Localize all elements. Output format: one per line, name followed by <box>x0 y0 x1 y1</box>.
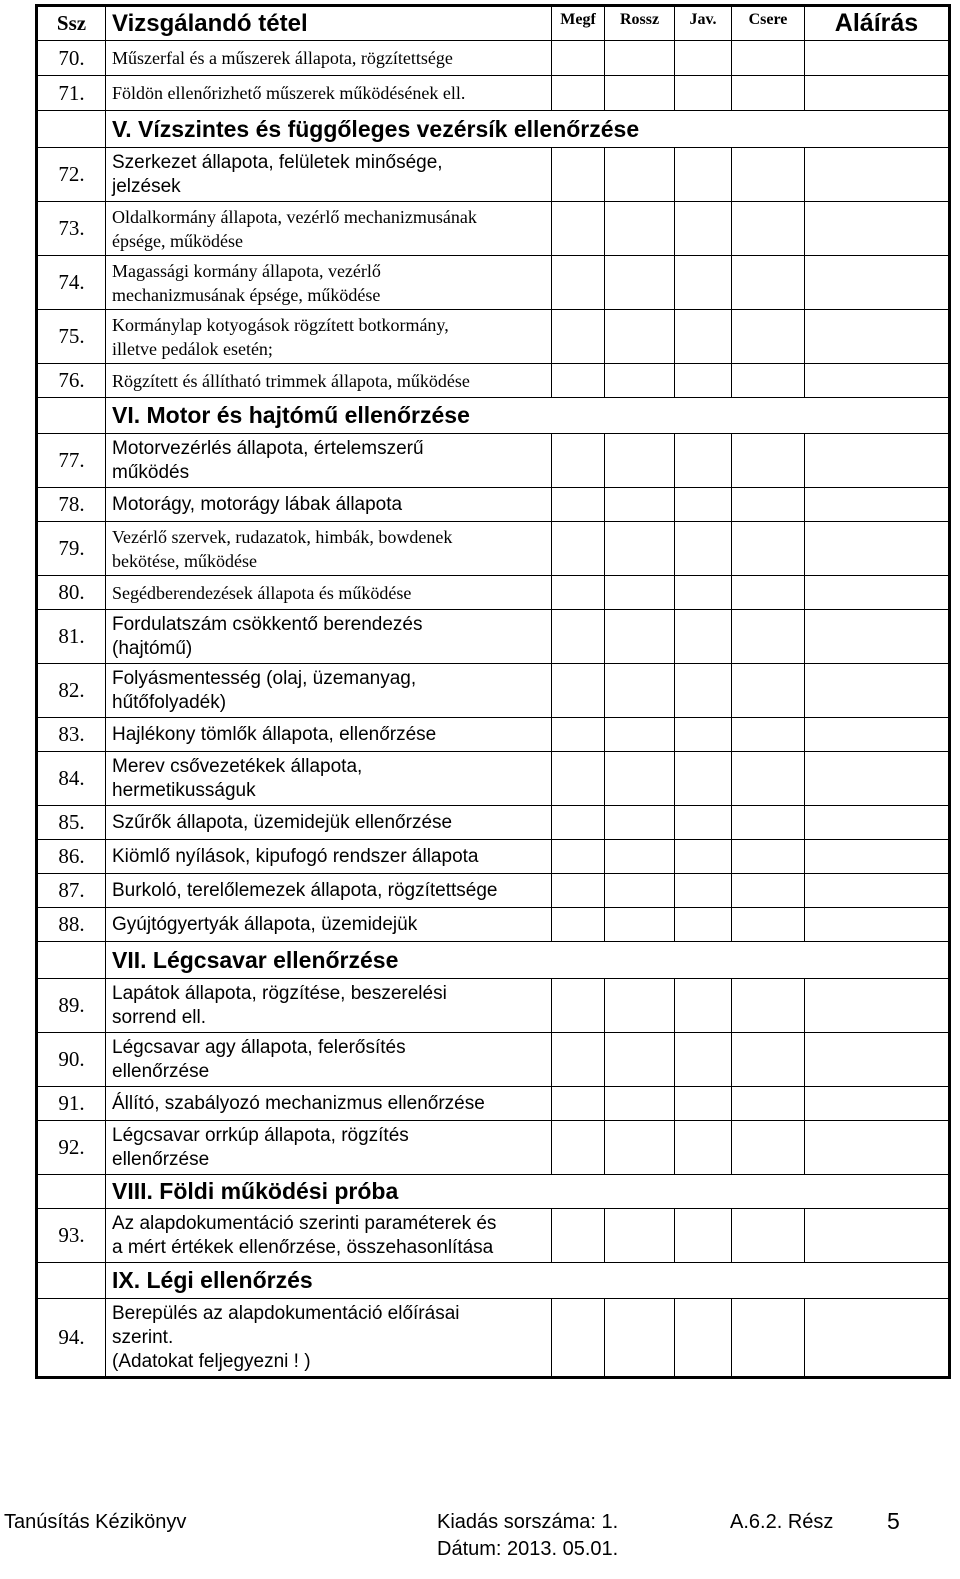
jav-cell[interactable] <box>675 76 732 111</box>
section-heading: V. Vízszintes és függőleges vezérsík ellenőrzése <box>106 111 950 148</box>
table-row <box>37 664 950 718</box>
header-rossz: Rossz <box>605 6 675 41</box>
megf-cell[interactable] <box>552 979 605 1033</box>
item-number: 85. <box>37 806 106 840</box>
rossz-cell[interactable] <box>605 752 675 806</box>
signature-cell[interactable] <box>805 874 950 908</box>
item-text: Berepülés az alapdokumentáció előírásai szerint. (Adatokat feljegyezni ! ) <box>106 1299 552 1378</box>
csere-cell[interactable] <box>732 488 805 522</box>
section-heading: VII. Légcsavar ellenőrzése <box>106 942 950 979</box>
item-text: Vezérlő szervek, rudazatok, himbák, bowdenek bekötése, működése <box>106 522 552 576</box>
item-text: Kiömlő nyílások, kipufogó rendszer állapota <box>106 840 552 874</box>
csere-cell[interactable] <box>732 806 805 840</box>
rossz-cell[interactable] <box>605 806 675 840</box>
item-number: 86. <box>37 840 106 874</box>
item-text: Oldalkormány állapota, vezérlő mechanizmusának épsége, működése <box>106 202 552 256</box>
item-number: 88. <box>37 908 106 942</box>
table-row <box>37 908 950 942</box>
rossz-cell[interactable] <box>605 979 675 1033</box>
table-row <box>37 1087 950 1121</box>
header-ssz: Ssz <box>37 6 106 41</box>
jav-cell[interactable] <box>675 488 732 522</box>
item-number: 92. <box>37 1121 106 1175</box>
table-row <box>37 256 950 310</box>
jav-cell[interactable] <box>675 364 732 398</box>
megf-cell[interactable] <box>552 488 605 522</box>
table-row <box>37 202 950 256</box>
megf-cell[interactable] <box>552 41 605 76</box>
jav-cell[interactable] <box>675 840 732 874</box>
jav-cell[interactable] <box>675 908 732 942</box>
jav-cell[interactable] <box>675 576 732 610</box>
signature-cell[interactable] <box>805 41 950 76</box>
megf-cell[interactable] <box>552 806 605 840</box>
jav-cell[interactable] <box>675 148 732 202</box>
csere-cell[interactable] <box>732 202 805 256</box>
signature-cell[interactable] <box>805 664 950 718</box>
item-text: Állító, szabályozó mechanizmus ellenőrzése <box>106 1087 552 1121</box>
table-row <box>37 979 950 1033</box>
signature-cell[interactable] <box>805 576 950 610</box>
section-row <box>37 1175 950 1209</box>
item-text: Burkoló, terelőlemezek állapota, rögzítettsége <box>106 874 552 908</box>
signature-cell[interactable] <box>805 840 950 874</box>
jav-cell[interactable] <box>675 522 732 576</box>
table-row <box>37 364 950 398</box>
csere-cell[interactable] <box>732 718 805 752</box>
footer-date: Dátum: 2013. 05.01. <box>437 1538 619 1560</box>
rossz-cell[interactable] <box>605 840 675 874</box>
item-text: Motorágy, motorágy lábak állapota <box>106 488 552 522</box>
csere-cell[interactable] <box>732 908 805 942</box>
table-row <box>37 806 950 840</box>
rossz-cell[interactable] <box>605 874 675 908</box>
item-number-empty <box>37 1175 106 1209</box>
table-row <box>37 434 950 488</box>
section-row <box>37 942 950 979</box>
item-text: Rögzített és állítható trimmek állapota, működése <box>106 364 552 398</box>
header-jav: Jav. <box>675 6 732 41</box>
megf-cell[interactable] <box>552 434 605 488</box>
signature-cell[interactable] <box>805 256 950 310</box>
rossz-cell[interactable] <box>605 610 675 664</box>
signature-cell[interactable] <box>805 1033 950 1087</box>
section-row <box>37 111 950 148</box>
signature-cell[interactable] <box>805 310 950 364</box>
item-text: Magassági kormány állapota, vezérlő mechanizmusának épsége, működése <box>106 256 552 310</box>
jav-cell[interactable] <box>675 1299 732 1378</box>
footer-part: A.6.2. Rész <box>730 1511 834 1533</box>
jav-cell[interactable] <box>675 806 732 840</box>
item-number: 77. <box>37 434 106 488</box>
jav-cell[interactable] <box>675 874 732 908</box>
rossz-cell[interactable] <box>605 434 675 488</box>
item-text: Fordulatszám csökkentő berendezés (hajtómű) <box>106 610 552 664</box>
csere-cell[interactable] <box>732 576 805 610</box>
rossz-cell[interactable] <box>605 76 675 111</box>
rossz-cell[interactable] <box>605 1121 675 1175</box>
table-row <box>37 840 950 874</box>
csere-cell[interactable] <box>732 752 805 806</box>
item-number: 84. <box>37 752 106 806</box>
megf-cell[interactable] <box>552 1121 605 1175</box>
table-row <box>37 76 950 111</box>
megf-cell[interactable] <box>552 840 605 874</box>
rossz-cell[interactable] <box>605 310 675 364</box>
jav-cell[interactable] <box>675 41 732 76</box>
inspection-checklist-table <box>35 4 951 1379</box>
footer-page-number: 5 <box>887 1508 900 1534</box>
csere-cell[interactable] <box>732 148 805 202</box>
signature-cell[interactable] <box>805 610 950 664</box>
jav-cell[interactable] <box>675 718 732 752</box>
table-row <box>37 488 950 522</box>
jav-cell[interactable] <box>675 434 732 488</box>
section-heading: IX. Légi ellenőrzés <box>106 1263 950 1299</box>
csere-cell[interactable] <box>732 76 805 111</box>
csere-cell[interactable] <box>732 41 805 76</box>
item-text: Merev csővezetékek állapota, hermetikusságuk <box>106 752 552 806</box>
megf-cell[interactable] <box>552 1209 605 1263</box>
jav-cell[interactable] <box>675 1209 732 1263</box>
csere-cell[interactable] <box>732 364 805 398</box>
item-text: Lapátok állapota, rögzítése, beszerelési sorrend ell. <box>106 979 552 1033</box>
item-number: 80. <box>37 576 106 610</box>
megf-cell[interactable] <box>552 202 605 256</box>
jav-cell[interactable] <box>675 979 732 1033</box>
megf-cell[interactable] <box>552 1033 605 1087</box>
item-text: Szűrők állapota, üzemidejük ellenőrzése <box>106 806 552 840</box>
item-text: Műszerfal és a műszerek állapota, rögzítettsége <box>106 41 552 76</box>
item-text: Légcsavar agy állapota, felerősítés ellenőrzése <box>106 1033 552 1087</box>
megf-cell[interactable] <box>552 664 605 718</box>
csere-cell[interactable] <box>732 1209 805 1263</box>
item-text: Folyásmentesség (olaj, üzemanyag, hűtőfolyadék) <box>106 664 552 718</box>
table-row <box>37 576 950 610</box>
csere-cell[interactable] <box>732 310 805 364</box>
section-row <box>37 1263 950 1299</box>
signature-cell[interactable] <box>805 752 950 806</box>
header-signature: Aláírás <box>805 6 950 41</box>
table-header-row <box>37 6 950 41</box>
csere-cell[interactable] <box>732 610 805 664</box>
item-number: 73. <box>37 202 106 256</box>
rossz-cell[interactable] <box>605 488 675 522</box>
signature-cell[interactable] <box>805 434 950 488</box>
megf-cell[interactable] <box>552 1087 605 1121</box>
item-number: 70. <box>37 41 106 76</box>
signature-cell[interactable] <box>805 202 950 256</box>
csere-cell[interactable] <box>732 256 805 310</box>
table-row <box>37 1033 950 1087</box>
csere-cell[interactable] <box>732 1121 805 1175</box>
rossz-cell[interactable] <box>605 202 675 256</box>
footer-edition: Kiadás sorszáma: 1. <box>437 1511 619 1533</box>
table-row <box>37 310 950 364</box>
item-text: Földön ellenőrizhető műszerek működésének ell. <box>106 76 552 111</box>
jav-cell[interactable] <box>675 310 732 364</box>
csere-cell[interactable] <box>732 874 805 908</box>
csere-cell[interactable] <box>732 664 805 718</box>
rossz-cell[interactable] <box>605 664 675 718</box>
signature-cell[interactable] <box>805 148 950 202</box>
jav-cell[interactable] <box>675 664 732 718</box>
signature-cell[interactable] <box>805 1299 950 1378</box>
signature-cell[interactable] <box>805 1087 950 1121</box>
header-megf: Megf <box>552 6 605 41</box>
section-row <box>37 398 950 434</box>
item-number: 75. <box>37 310 106 364</box>
megf-cell[interactable] <box>552 256 605 310</box>
item-number: 82. <box>37 664 106 718</box>
megf-cell[interactable] <box>552 718 605 752</box>
table-row <box>37 1299 950 1378</box>
csere-cell[interactable] <box>732 840 805 874</box>
item-text: Motorvezérlés állapota, értelemszerű működés <box>106 434 552 488</box>
megf-cell[interactable] <box>552 522 605 576</box>
item-number: 87. <box>37 874 106 908</box>
item-text: Kormánylap kotyogások rögzített botkormány, illetve pedálok esetén; <box>106 310 552 364</box>
item-number: 83. <box>37 718 106 752</box>
megf-cell[interactable] <box>552 908 605 942</box>
megf-cell[interactable] <box>552 1299 605 1378</box>
item-number: 93. <box>37 1209 106 1263</box>
jav-cell[interactable] <box>675 1033 732 1087</box>
jav-cell[interactable] <box>675 202 732 256</box>
item-number: 91. <box>37 1087 106 1121</box>
megf-cell[interactable] <box>552 148 605 202</box>
rossz-cell[interactable] <box>605 576 675 610</box>
rossz-cell[interactable] <box>605 1033 675 1087</box>
rossz-cell[interactable] <box>605 41 675 76</box>
rossz-cell[interactable] <box>605 256 675 310</box>
megf-cell[interactable] <box>552 364 605 398</box>
section-heading: VI. Motor és hajtómű ellenőrzése <box>106 398 950 434</box>
item-text: Gyújtógyertyák állapota, üzemidejük <box>106 908 552 942</box>
item-number: 89. <box>37 979 106 1033</box>
jav-cell[interactable] <box>675 610 732 664</box>
item-number-empty <box>37 398 106 434</box>
jav-cell[interactable] <box>675 256 732 310</box>
signature-cell[interactable] <box>805 522 950 576</box>
rossz-cell[interactable] <box>605 1209 675 1263</box>
table-row <box>37 874 950 908</box>
item-text: Segédberendezések állapota és működése <box>106 576 552 610</box>
table-row <box>37 522 950 576</box>
header-csere: Csere <box>732 6 805 41</box>
item-text: Az alapdokumentáció szerinti paraméterek és a mért értékek ellenőrzése, összehasonlítása <box>106 1209 552 1263</box>
megf-cell[interactable] <box>552 76 605 111</box>
item-number: 74. <box>37 256 106 310</box>
section-heading: VIII. Földi működési próba <box>106 1175 950 1209</box>
rossz-cell[interactable] <box>605 908 675 942</box>
item-number-empty <box>37 111 106 148</box>
csere-cell[interactable] <box>732 522 805 576</box>
rossz-cell[interactable] <box>605 1299 675 1378</box>
item-number: 90. <box>37 1033 106 1087</box>
table-row <box>37 718 950 752</box>
signature-cell[interactable] <box>805 364 950 398</box>
csere-cell[interactable] <box>732 979 805 1033</box>
megf-cell[interactable] <box>552 576 605 610</box>
table-row <box>37 1209 950 1263</box>
rossz-cell[interactable] <box>605 718 675 752</box>
item-number: 76. <box>37 364 106 398</box>
item-number: 71. <box>37 76 106 111</box>
megf-cell[interactable] <box>552 874 605 908</box>
item-text: Szerkezet állapota, felületek minősége, jelzések <box>106 148 552 202</box>
table-row <box>37 148 950 202</box>
table-row <box>37 752 950 806</box>
item-number: 94. <box>37 1299 106 1378</box>
jav-cell[interactable] <box>675 1121 732 1175</box>
signature-cell[interactable] <box>805 76 950 111</box>
csere-cell[interactable] <box>732 1033 805 1087</box>
header-item: Vizsgálandó tétel <box>106 6 552 41</box>
jav-cell[interactable] <box>675 1087 732 1121</box>
signature-cell[interactable] <box>805 1121 950 1175</box>
megf-cell[interactable] <box>552 752 605 806</box>
jav-cell[interactable] <box>675 752 732 806</box>
csere-cell[interactable] <box>732 1087 805 1121</box>
rossz-cell[interactable] <box>605 522 675 576</box>
item-number-empty <box>37 1263 106 1299</box>
table-row <box>37 1121 950 1175</box>
rossz-cell[interactable] <box>605 364 675 398</box>
table-row <box>37 610 950 664</box>
signature-cell[interactable] <box>805 979 950 1033</box>
csere-cell[interactable] <box>732 1299 805 1378</box>
signature-cell[interactable] <box>805 806 950 840</box>
item-text: Hajlékony tömlők állapota, ellenőrzése <box>106 718 552 752</box>
rossz-cell[interactable] <box>605 1087 675 1121</box>
megf-cell[interactable] <box>552 310 605 364</box>
item-number: 72. <box>37 148 106 202</box>
csere-cell[interactable] <box>732 434 805 488</box>
item-text: Légcsavar orrkúp állapota, rögzítés ellenőrzése <box>106 1121 552 1175</box>
signature-cell[interactable] <box>805 718 950 752</box>
item-number: 78. <box>37 488 106 522</box>
footer-manual-title: Tanúsítás Kézikönyv <box>4 1511 187 1533</box>
item-number: 81. <box>37 610 106 664</box>
signature-cell[interactable] <box>805 908 950 942</box>
item-number-empty <box>37 942 106 979</box>
item-number: 79. <box>37 522 106 576</box>
table-row <box>37 41 950 76</box>
rossz-cell[interactable] <box>605 148 675 202</box>
signature-cell[interactable] <box>805 488 950 522</box>
signature-cell[interactable] <box>805 1209 950 1263</box>
megf-cell[interactable] <box>552 610 605 664</box>
